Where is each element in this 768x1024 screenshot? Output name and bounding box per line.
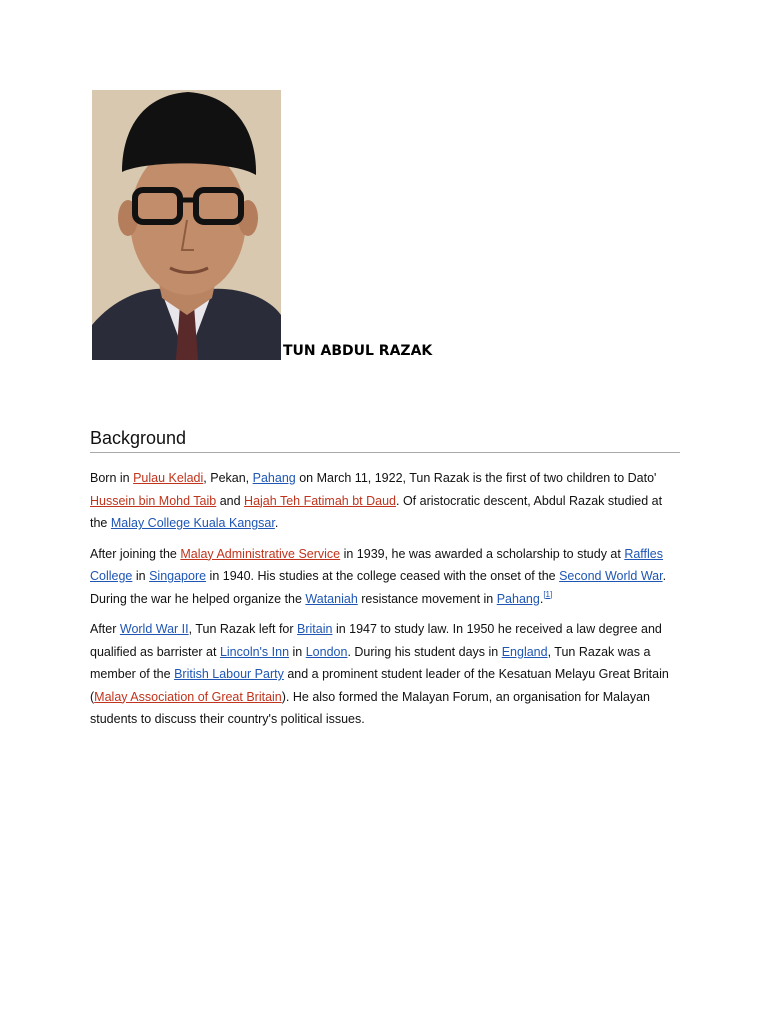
text-span: , Tun Razak was a member of the	[90, 644, 651, 681]
text-span: .	[274, 516, 279, 530]
link-britain[interactable]: Britain	[297, 622, 333, 636]
text-span: ). He also formed the Malayan Forum, an organisation for Malayan students to discuss their country's political issues.	[90, 689, 650, 726]
link-second-world-war[interactable]: Second World War	[559, 569, 663, 583]
article-body	[90, 467, 680, 739]
text-span: resistance movement in	[357, 591, 497, 606]
page-title: TUN ABDUL RAZAK	[283, 343, 433, 359]
text-span: . Of aristocratic descent, Abdul Razak studied at the	[90, 493, 663, 530]
text-span: . During the war he helped organize the	[90, 569, 667, 606]
reference-link[interactable]: [1]	[543, 589, 553, 599]
link-singapore[interactable]: Singapore	[149, 569, 207, 583]
text-span: . During his student days in	[347, 644, 502, 659]
text-span: in 1940. His studies at the college ceased with the onset of the	[206, 569, 560, 583]
link-london[interactable]: London	[305, 644, 348, 659]
link-lincolns-inn[interactable]: Lincoln's Inn	[219, 644, 290, 659]
text-span: , Tun Razak left for	[188, 622, 298, 636]
section-heading: Background	[90, 428, 680, 453]
link-malay-administrative-service[interactable]: Malay Administrative Service	[180, 546, 341, 561]
text-span: Born in	[90, 471, 134, 485]
text-span: and a prominent student leader of the Kesatuan Melayu Great Britain (	[90, 667, 669, 704]
link-british-labour-party[interactable]: British Labour Party	[174, 667, 284, 681]
link-england[interactable]: England	[501, 644, 548, 659]
text-span: After	[90, 622, 120, 636]
link-pahang[interactable]: Pahang	[252, 471, 296, 485]
paragraph-birth	[90, 467, 680, 535]
text-span: in 1947 to study law. In 1950 he received a law degree and qualified as barrister at	[90, 622, 662, 659]
link-malay-college-kuala-kangsar[interactable]: Malay College Kuala Kangsar	[110, 516, 275, 530]
text-span: .	[539, 591, 544, 606]
portrait-photo	[92, 90, 281, 360]
link-hussein-bin-mohd-taib[interactable]: Hussein bin Mohd Taib	[90, 493, 217, 508]
link-raffles-college[interactable]: Raffles College	[90, 546, 664, 583]
link-wataniah[interactable]: Wataniah	[305, 591, 358, 606]
link-hajah-teh-fatimah[interactable]: Hajah Teh Fatimah bt Daud	[244, 493, 396, 508]
text-span: in 1939, he was awarded a scholarship to study at	[340, 546, 625, 561]
text-span: in	[289, 644, 306, 659]
text-span: After joining the	[90, 546, 181, 561]
link-world-war-ii[interactable]: World War II	[119, 622, 189, 636]
link-malay-association-great-britain[interactable]: Malay Association of Great Britain	[94, 689, 282, 704]
paragraph-education	[90, 543, 680, 611]
text-span: , Pekan,	[203, 471, 253, 485]
link-pulau-keladi[interactable]: Pulau Keladi	[133, 471, 204, 485]
text-span: in	[132, 569, 150, 583]
text-span: and	[216, 493, 245, 508]
paragraph-law-studies	[90, 618, 680, 731]
text-span: on March 11, 1922, Tun Razak is the first of two children to Dato'	[295, 471, 657, 485]
link-pahang-2[interactable]: Pahang	[496, 591, 540, 606]
